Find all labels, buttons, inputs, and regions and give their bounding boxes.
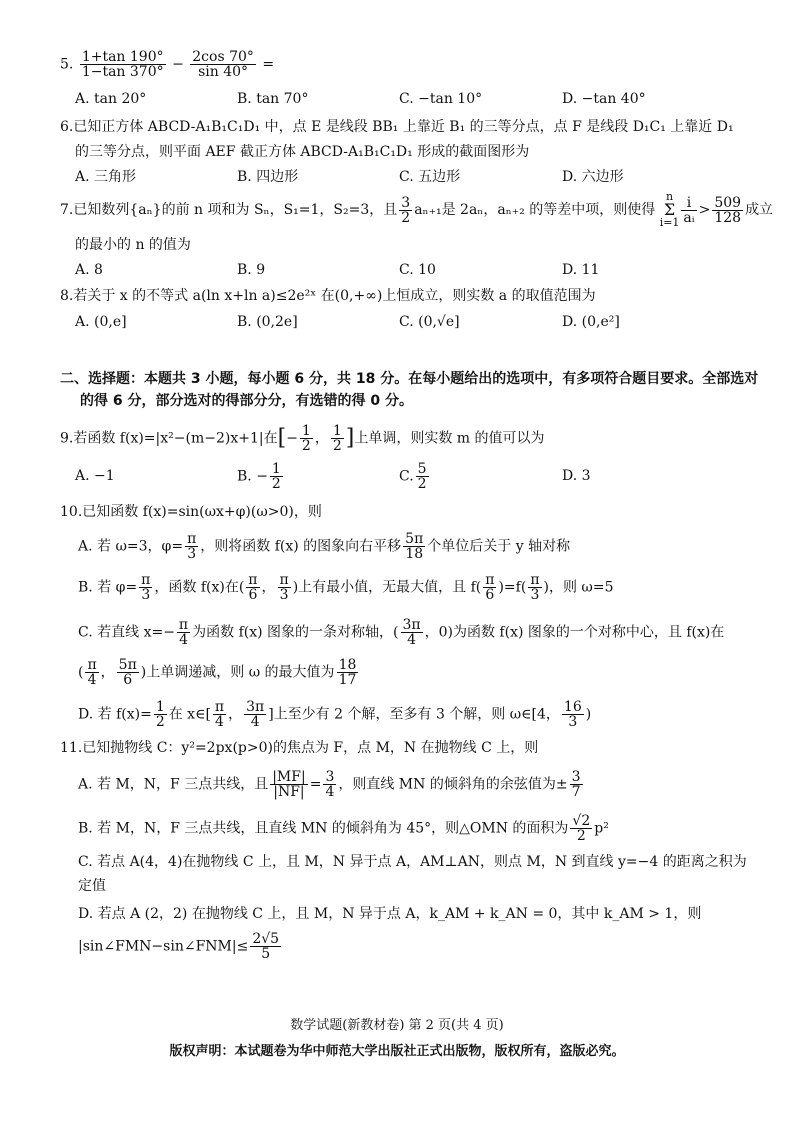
- option-a: A. 若 ω=3，φ= $\frac{\pi}{3}$ ，则将函数 f(x) 的图象向右平移 $\frac{5\pi}{18}$ 个单位后关于 y 轴对称: [78, 531, 571, 562]
- fraction: $\frac{\pi}{3}$: [530, 572, 540, 603]
- fraction: $\frac{2\cos 70^\circ}{\sin 40^\circ}$: [192, 49, 254, 80]
- fraction: $\frac{18}{17}$: [338, 657, 357, 688]
- fraction: $\frac{\pi}{4}$: [178, 617, 189, 648]
- option-d: D. 3: [562, 468, 591, 484]
- question-11: 11.已知抛物线 C：y²=2px(p>0)的焦点为 F，点 M，N 在抛物线 C 上，则: [60, 740, 539, 756]
- fraction: $\frac{3\pi}{4}$: [246, 699, 265, 730]
- fraction: $\frac{\pi}{4}$: [214, 699, 225, 730]
- option-a: A. 三角形: [75, 169, 137, 185]
- fraction: $\frac{1}{2}$: [301, 423, 311, 454]
- option-b: B. tan 70°: [237, 91, 309, 107]
- option-a: A. 若 M，N，F 三点共线，且 $\frac{|MF|}{|NF|}$ = $\frac{3}{4}$ ，则直线 MN 的倾斜角的余弦值为± $\frac{3}{7}$: [78, 769, 581, 800]
- fraction: $\frac{\pi}{4}$: [87, 657, 97, 688]
- fraction: $\frac{\pi}{3}$: [141, 572, 151, 603]
- option-d: D. 11: [562, 262, 600, 278]
- question-6-line-2: 的三等分点，则平面 AEF 截正方体 ABCD-A₁B₁C₁D₁ 形成的截面图形为: [75, 144, 530, 160]
- fraction: $\frac{2√5}{5}$: [252, 931, 280, 962]
- fraction: $\frac{1}{2}$: [332, 423, 342, 454]
- question-6-line-1: 6.已知正方体 ABCD-A₁B₁C₁D₁ 中，点 E 是线段 BB₁ 上靠近 B₁ 的三等分点，点 F 是线段 D₁C₁ 上靠近 D₁: [60, 119, 734, 135]
- fraction: $\frac{509}{128}$: [714, 194, 742, 226]
- option-c: C. 五边形: [399, 169, 461, 185]
- option-c-line-2: ( $\frac{\pi}{4}$ ， $\frac{5\pi}{6}$ )上单调递减，则 ω 的最大值为 $\frac{18}{17}$: [78, 657, 357, 688]
- section-heading: 二、选择题：本题共 3 小题，每小题 6 分，共 18 分。在每小题给出的选项中，有多项符合题目要求。全部选对 的得 6 分，部分选对的得部分分，有选错的得 0 分。: [60, 371, 759, 409]
- option-c: C. 若直线 x=− $\frac{\pi}{4}$ 为函数 f(x) 图象的一条对称轴，( $\frac{3\pi}{4}$ ，0)为函数 f(x) 图象的一个对称中心，且 f(x)在: [78, 617, 725, 648]
- question-number: 5.: [60, 56, 74, 73]
- fraction: $\frac{3\pi}{4}$: [402, 617, 421, 648]
- question-5: 5. $\frac{1+\tan 190^\circ}{1-\tan 370^\circ}$ − $\frac{2\cos 70^\circ}{\sin 40^\circ}$ =: [60, 49, 275, 80]
- option-d: D. 若 f(x)= $\frac{1}{2}$ 在 x∈[ $\frac{\pi}{4}$ ， $\frac{3\pi}{4}$ ]上至少有 2 个解，至多有 3 个解，则 ω∈[4， $\frac{16}{3}$ ): [78, 699, 592, 730]
- option-b: B. 四边形: [237, 169, 299, 185]
- option-b: B. − $\frac{1}{2}$: [237, 461, 281, 492]
- fraction: $\frac{\pi}{3}$: [279, 572, 289, 603]
- page-footer: 数学试题(新教材卷) 第 2 页(共 4 页): [290, 1018, 504, 1033]
- option-b: B. 若 φ= $\frac{\pi}{3}$ ，函数 f(x)在( $\frac{\pi}{6}$ ， $\frac{\pi}{3}$ )上有最小值，无最大值，且 f( $\frac{\pi}{6}$ )=f( $\frac{\pi}{3}$ )，则 ω=5: [78, 572, 614, 603]
- copyright-notice: 版权声明：本试题卷为华中师范大学出版社正式出版物，版权所有，盗版必究。: [169, 1044, 625, 1059]
- option-c: C. 若点 A(4，4)在抛物线 C 上，且 M，N 异于点 A，AM⊥AN，则点 M，N 到直线 y=−4 的距离之积为: [78, 854, 747, 870]
- option-c: C. (0,√e]: [399, 314, 460, 330]
- question-9: 9.若函数 f(x)=|x²−(m−2)x+1|在[− $\frac{1}{2}$ ， $\frac{1}{2}$ ]上单调，则实数 m 的值可以为: [60, 423, 545, 454]
- option-d: D. (0,e²]: [562, 314, 620, 330]
- fraction: $\frac{\pi}{6}$: [248, 572, 258, 603]
- option-c: C. 10: [399, 262, 436, 278]
- option-d-line-2: |sin∠FMN−sin∠FNM|≤ $\frac{2√5}{5}$: [78, 931, 280, 962]
- fraction: $\frac{3}{2}$: [401, 194, 411, 226]
- option-a: A. −1: [75, 468, 115, 484]
- fraction: $\frac{1}{2}$: [271, 461, 281, 492]
- option-b: B. 9: [237, 262, 266, 278]
- fraction: $\frac{i}{\text{aᵢ}}$: [683, 194, 695, 226]
- fraction: $\frac{|MF|}{|NF|}$: [272, 769, 306, 800]
- option-a: A. 8: [75, 262, 103, 278]
- fraction: $\frac{\pi}{3}$: [187, 531, 197, 562]
- fraction: $\frac{1+\tan 190^\circ}{1-\tan 370^\circ}$: [81, 49, 164, 80]
- question-10: 10.已知函数 f(x)=sin(ωx+φ)(ω>0)，则: [60, 504, 322, 520]
- fraction: $\frac{5\pi}{6}$: [118, 657, 137, 688]
- option-d: D. −tan 40°: [562, 91, 646, 107]
- option-c: C. $\frac{5}{2}$: [399, 461, 427, 492]
- option-b: B. (0,2e]: [237, 314, 298, 330]
- fraction: $\frac{√2}{2}$: [572, 813, 591, 844]
- question-8: 8.若关于 x 的不等式 a(ln x+ln a)≤2e²ˣ 在(0,+∞)上恒成立，则实数 a 的取值范围为: [60, 288, 596, 304]
- fraction: $\frac{1}{2}$: [155, 699, 165, 730]
- option-a: A. (0,e]: [75, 314, 127, 330]
- option-c: C. −tan 10°: [399, 91, 483, 107]
- question-7-line-2: 的最小的 n 的值为: [75, 237, 191, 253]
- option-c-line-2: 定值: [78, 878, 106, 894]
- option-a: A. tan 20°: [75, 91, 147, 107]
- fraction: $\frac{5\pi}{18}$: [405, 531, 424, 562]
- option-b: B. 若 M，N，F 三点共线，且直线 MN 的倾斜角为 45°，则△OMN 的面积为 $\frac{√2}{2}$ p²: [78, 813, 609, 844]
- question-7: 7.已知数列{aₙ}的前 n 项和为 Sₙ，S₁=1，S₂=3，且 $\frac{3}{2}$ aₙ₊₁是 2aₙ，aₙ₊₂ 的等差中项，则使得 n Σ i=1 $\frac{i}{\text{aᵢ}}$ > $\frac{509}{128}$ 成立: [60, 190, 774, 229]
- summation: n Σ i=1: [659, 190, 680, 229]
- fraction: $\frac{\pi}{6}$: [485, 572, 495, 603]
- option-d: D. 若点 A (2，2) 在抛物线 C 上，且 M，N 异于点 A，k_AM + k_AN = 0，其中 k_AM > 1，则: [78, 906, 702, 922]
- option-d: D. 六边形: [562, 169, 624, 185]
- fraction: $\frac{3}{4}$: [325, 769, 335, 800]
- fraction: $\frac{5}{2}$: [417, 461, 427, 492]
- fraction: $\frac{16}{3}$: [563, 699, 582, 730]
- fraction: $\frac{3}{7}$: [571, 769, 581, 800]
